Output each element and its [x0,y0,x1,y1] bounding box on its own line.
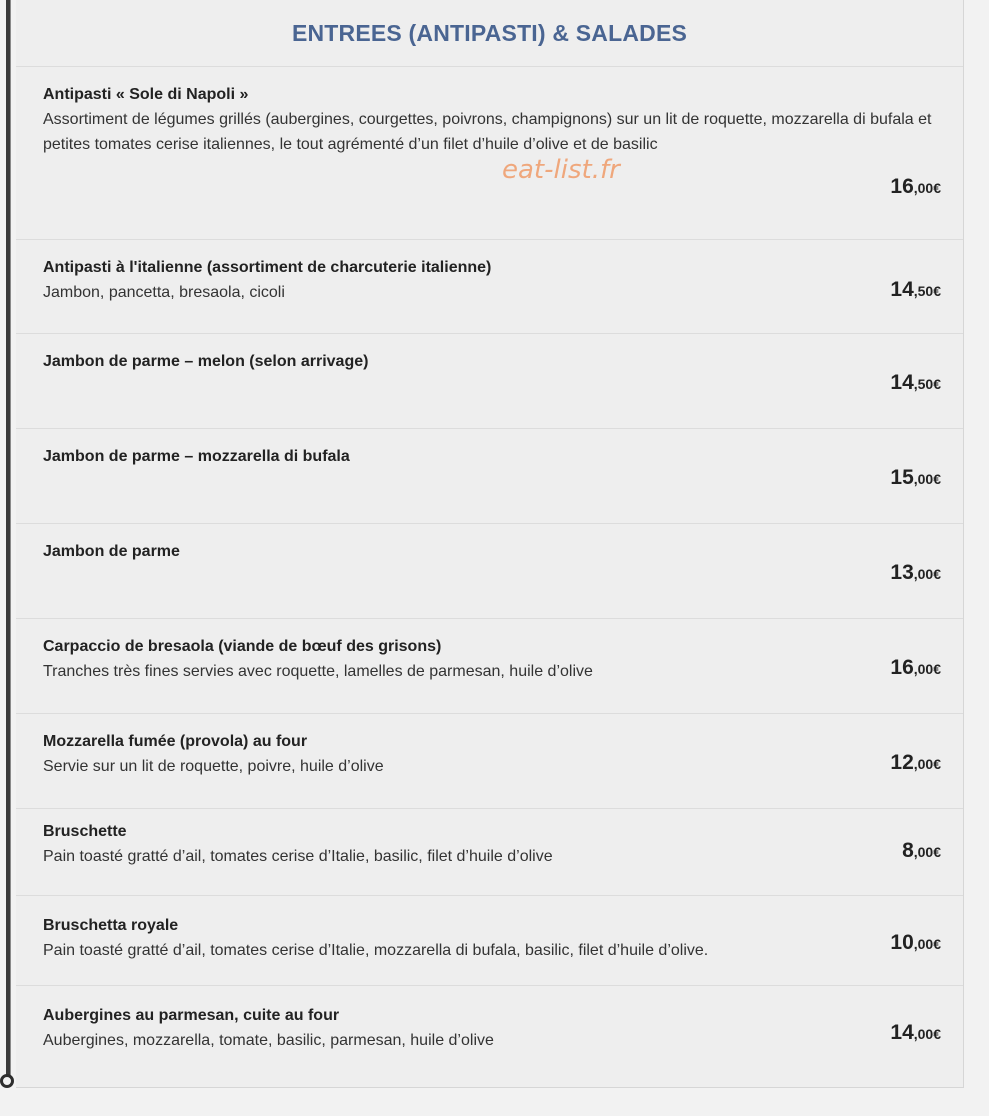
item-description: Aubergines, mozzarella, tomate, basilic, parmesan, huile d’olive [43,1032,494,1049]
item-name: Bruschetta royale [43,917,179,934]
item-price [890,466,941,490]
item-name: Antipasti à l'italienne (assortiment de charcuterie italienne) [43,259,492,276]
price-cents: ,50€ [913,376,941,392]
item-name: Carpaccio de bresaola (viande de bœuf des grisons) [43,638,442,655]
menu-item [16,809,963,896]
menu-item [16,524,963,619]
price-euros: 15 [890,466,914,489]
item-name: Jambon de parme [43,543,180,560]
price-euros: 8 [902,839,914,862]
price-euros: 13 [890,561,914,584]
item-name: Jambon de parme – mozzarella di bufala [43,448,350,465]
price-euros: 14 [890,1021,914,1044]
menu-item [16,334,963,429]
item-price [890,931,941,955]
menu-item [16,429,963,524]
binder-ring-icon [0,1074,14,1088]
item-name: Mozzarella fumée (provola) au four [43,733,308,750]
section-title: ENTREES (ANTIPASTI) & SALADES [291,19,688,46]
menu-binder-spine [6,0,11,1080]
price-cents: ,00€ [913,180,941,196]
price-euros: 16 [890,656,914,679]
item-name: Aubergines au parmesan, cuite au four [43,1007,340,1024]
item-price [902,839,941,863]
price-cents: ,00€ [913,844,941,860]
menu-item [16,986,963,1089]
item-description: Servie sur un lit de roquette, poivre, huile d’olive [43,758,384,775]
item-name: Bruschette [43,823,127,840]
item-name: Jambon de parme – melon (selon arrivage) [43,353,369,370]
item-price [890,278,941,302]
item-price [890,656,941,680]
item-price [890,1021,941,1045]
price-cents: ,00€ [913,756,941,772]
item-price [890,561,941,585]
price-cents: ,00€ [913,661,941,677]
watermark: eat-list.fr [502,155,620,185]
item-description: Pain toasté gratté d’ail, tomates cerise d’Italie, mozzarella di bufala, basilic, filet d’huile d’olive. [43,942,709,959]
menu-card [16,0,964,1088]
price-euros: 14 [890,371,914,394]
menu-item [16,714,963,809]
price-cents: ,50€ [913,283,941,299]
item-description: Tranches très fines servies avec roquette, lamelles de parmesan, huile d’olive [43,663,593,680]
price-cents: ,00€ [913,566,941,582]
menu-item [16,67,963,240]
price-cents: ,00€ [913,471,941,487]
price-euros: 10 [890,931,914,954]
price-cents: ,00€ [913,1026,941,1042]
item-price [890,371,941,395]
menu-item [16,619,963,714]
price-euros: 12 [890,751,914,774]
price-euros: 14 [890,278,914,301]
item-description: Jambon, pancetta, bresaola, cicoli [43,284,285,301]
price-euros: 16 [890,175,914,198]
item-price [890,175,941,199]
price-cents: ,00€ [913,936,941,952]
item-description: Pain toasté gratté d’ail, tomates cerise d’Italie, basilic, filet d’huile d’olive [43,848,553,865]
menu-item [16,896,963,986]
item-description: Assortiment de légumes grillés (aubergines, courgettes, poivrons, champignons) sur un lit de roquette, mozzarella di bufala et petites tomates cerise italiennes, le tout agrémenté d’un filet d’huile d’olive et de basilic [43,111,932,153]
menu-item [16,240,963,334]
section-header [16,0,963,67]
item-name: Antipasti « Sole di Napoli » [43,86,249,103]
item-price [890,751,941,775]
